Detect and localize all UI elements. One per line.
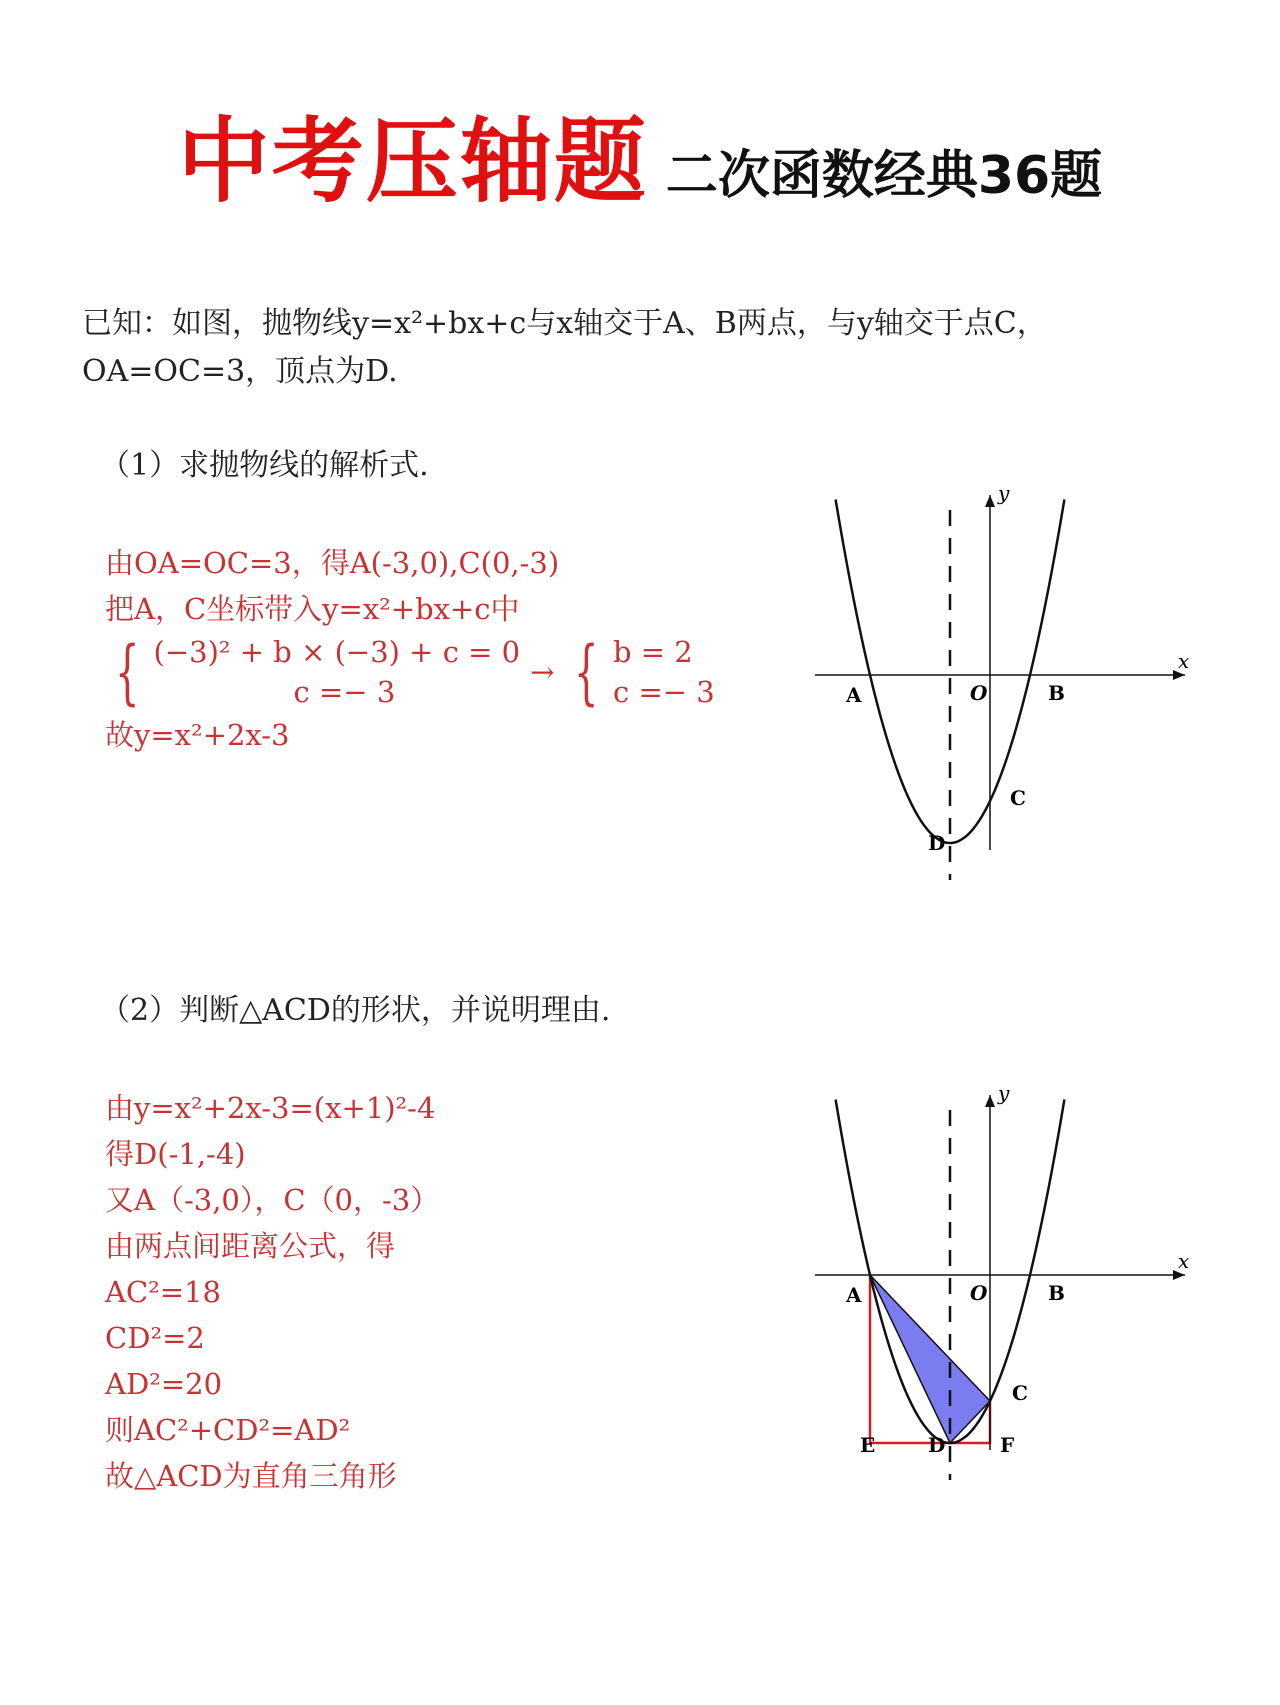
- label-c: C: [1010, 786, 1026, 810]
- parabola-diagram-2: [800, 1080, 1200, 1500]
- solution-c: c =− 3: [612, 675, 715, 709]
- label-d: D: [928, 1433, 946, 1457]
- system-eq-2: c =− 3: [293, 675, 396, 709]
- solution-b: b = 2: [612, 635, 693, 669]
- answer-2-line: 又A（-3,0），C（0，-3）: [105, 1183, 440, 1217]
- label-f: F: [1000, 1433, 1015, 1457]
- label-d: D: [928, 831, 946, 855]
- label-x: x: [1178, 649, 1190, 673]
- answer-2-line: 得D(-1,-4): [105, 1137, 246, 1171]
- question-2: （2）判断△ACD的形状，并说明理由.: [100, 993, 611, 1028]
- answer-2-line: 则AC²+CD²=AD²: [105, 1413, 351, 1447]
- label-y: y: [998, 481, 1010, 505]
- parabola-diagram-1: [800, 480, 1200, 900]
- arrow: →: [530, 655, 555, 689]
- brace-left: {: [115, 631, 140, 713]
- answer-1: [105, 540, 715, 758]
- label-b: B: [1048, 681, 1065, 705]
- problem-statement: [82, 300, 1212, 396]
- answer-2-line: 由两点间距离公式，得: [105, 1229, 396, 1263]
- answer-2: [105, 1085, 439, 1499]
- answer-2-line: AD²=20: [105, 1367, 223, 1401]
- title-sub: 二次函数经典36题: [665, 146, 1103, 206]
- answer-1-line-1: 由OA=OC=3，得A(-3,0),C(0,-3): [105, 546, 560, 580]
- label-y: y: [998, 1081, 1010, 1105]
- y-axis-arrow-icon: [985, 495, 995, 507]
- answer-2-line: 由y=x²+2x-3=(x+1)²-4: [105, 1091, 436, 1125]
- label-x: x: [1178, 1249, 1190, 1273]
- y-axis-arrow-icon: [985, 1095, 995, 1107]
- given-line-2: OA=OC=3，顶点为D.: [82, 354, 398, 389]
- answer-2-line: CD²=2: [105, 1321, 205, 1355]
- answer-2-line: 故△ACD为直角三角形: [105, 1459, 397, 1493]
- given-line-1: 已知：如图，抛物线y=x²+bx+c与x轴交于A、B两点，与y轴交于点C，: [82, 306, 1047, 341]
- system-eq-1: (−3)² + b × (−3) + c = 0: [153, 635, 521, 669]
- answer-1-result: 故y=x²+2x-3: [105, 718, 290, 752]
- answer-1-line-2: 把A，C坐标带入y=x²+bx+c中: [105, 592, 520, 626]
- label-a: A: [846, 683, 862, 707]
- title-main: 中考压轴题: [177, 108, 648, 215]
- brace-right: {: [574, 631, 599, 713]
- label-c: C: [1012, 1381, 1028, 1405]
- label-o: O: [970, 1281, 988, 1305]
- page-title: [0, 88, 1280, 220]
- label-e: E: [860, 1433, 876, 1457]
- question-1: （1）求抛物线的解析式.: [100, 448, 429, 483]
- equation-system: [105, 632, 715, 712]
- label-o: O: [970, 681, 988, 705]
- answer-2-line: AC²=18: [105, 1275, 221, 1309]
- label-a: A: [846, 1283, 862, 1307]
- label-b: B: [1048, 1281, 1065, 1305]
